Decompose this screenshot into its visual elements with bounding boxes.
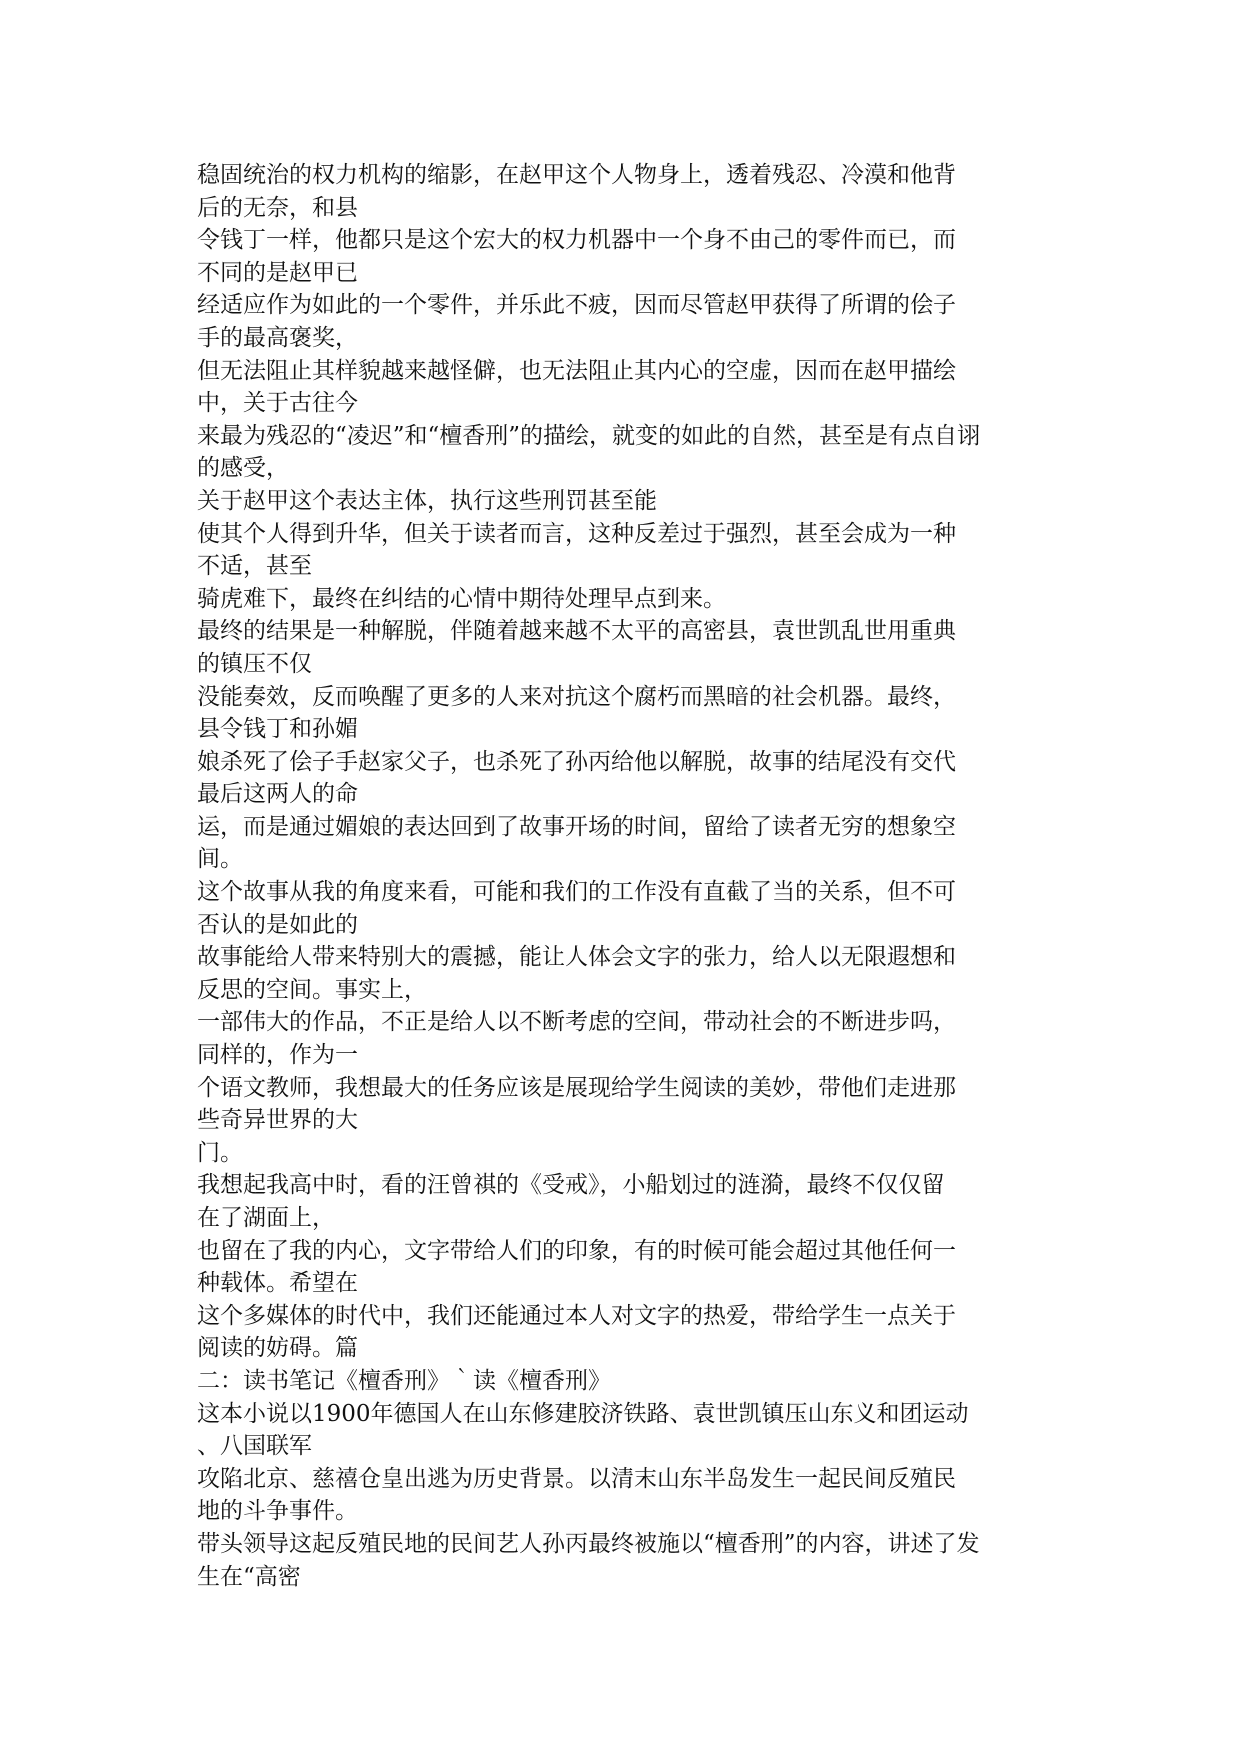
- text-line: 带头领导这起反殖民地的民间艺人孙丙最终被施以“檀香刑”的内容，讲述了发: [197, 1530, 980, 1557]
- section-heading: 二：读书笔记《檀香刑》｀读《檀香刑》: [197, 1367, 611, 1394]
- text-line: 种载体。希望在: [197, 1270, 358, 1297]
- text-line: 间。: [197, 846, 243, 873]
- text-line: 同样的，作为一: [197, 1042, 358, 1069]
- text-line: 生在“高密: [197, 1563, 301, 1590]
- text-line: 手的最高褒奖，: [197, 324, 358, 351]
- text-line: 中，关于古往今: [197, 390, 358, 417]
- text-line: 县令钱丁和孙媚: [197, 716, 358, 743]
- text-line: 这个多媒体的时代中，我们还能通过本人对文字的热爱，带给学生一点关于: [197, 1302, 956, 1329]
- text-line: 使其个人得到升华，但关于读者而言，这种反差过于强烈，甚至会成为一种: [197, 520, 956, 547]
- text-line: 不适，甚至: [197, 553, 312, 580]
- text-line: 故事能给人带来特别大的震撼，能让人体会文字的张力，给人以无限遐想和: [197, 944, 956, 971]
- document-page: [197, 159, 1057, 1593]
- text-line: 这本小说以1900年德国人在山东修建胶济铁路、袁世凯镇压山东义和团运动: [197, 1400, 969, 1427]
- text-line: 地的斗争事件。: [197, 1498, 358, 1525]
- text-line: 后的无奈，和县: [197, 194, 358, 221]
- text-line: 反思的空间。事实上，: [197, 976, 427, 1003]
- text-line: 些奇异世界的大: [197, 1107, 358, 1134]
- text-line: 来最为残忍的“凌迟”和“檀香刑”的描绘，就变的如此的自然，甚至是有点自诩: [197, 422, 981, 449]
- text-line: 阅读的妨碍。篇: [197, 1335, 358, 1362]
- text-line: 娘杀死了侩子手赵家父子，也杀死了孙丙给他以解脱，故事的结尾没有交代: [197, 748, 956, 775]
- text-line: 我想起我高中时，看的汪曾祺的《受戒》，小船划过的涟漪，最终不仅仅留: [197, 1172, 945, 1199]
- text-line: 门。: [197, 1139, 243, 1166]
- text-line: 一部伟大的作品，不正是给人以不断考虑的空间，带动社会的不断进步吗，: [197, 1009, 956, 1036]
- text-line: 最终的结果是一种解脱，伴随着越来越不太平的高密县，袁世凯乱世用重典: [197, 618, 956, 645]
- text-line: 这个故事从我的角度来看，可能和我们的工作没有直截了当的关系，但不可: [197, 879, 956, 906]
- text-line: 也留在了我的内心，文字带给人们的印象，有的时候可能会超过其他任何一: [197, 1237, 956, 1264]
- text-line: 令钱丁一样，他都只是这个宏大的权力机器中一个身不由己的零件而已，而: [197, 227, 956, 254]
- text-line: 的感受，: [197, 455, 289, 482]
- text-line: 在了湖面上，: [197, 1205, 335, 1231]
- text-line: 但无法阻止其样貌越来越怪僻，也无法阻止其内心的空虚，因而在赵甲描绘: [197, 357, 956, 384]
- text-line: 运，而是通过媚娘的表达回到了故事开场的时间，留给了读者无穷的想象空: [197, 813, 956, 840]
- text-line: 关于赵甲这个表达主体，执行这些刑罚甚至能: [197, 487, 657, 514]
- text-line: 没能奏效，反而唤醒了更多的人来对抗这个腐朽而黑暗的社会机器。最终，: [197, 683, 956, 710]
- text-line: 稳固统治的权力机构的缩影，在赵甲这个人物身上，透着残忍、冷漠和他背: [197, 162, 956, 188]
- text-line: 否认的是如此的: [197, 911, 358, 938]
- text-line: 、八国联军: [197, 1433, 312, 1460]
- text-line: 最后这两人的命: [197, 781, 358, 808]
- text-line: 个语文教师，我想最大的任务应该是展现给学生阅读的美妙，带他们走进那: [197, 1074, 956, 1101]
- text-line: 攻陷北京、慈禧仓皇出逃为历史背景。以清末山东半岛发生一起民间反殖民: [197, 1465, 956, 1492]
- text-line: 骑虎难下，最终在纠结的心情中期待处理早点到来。: [197, 585, 726, 612]
- text-line: 经适应作为如此的一个零件，并乐此不疲，因而尽管赵甲获得了所谓的侩子: [197, 292, 956, 319]
- text-line: 的镇压不仅: [197, 650, 312, 677]
- text-line: 不同的是赵甲已: [197, 259, 358, 286]
